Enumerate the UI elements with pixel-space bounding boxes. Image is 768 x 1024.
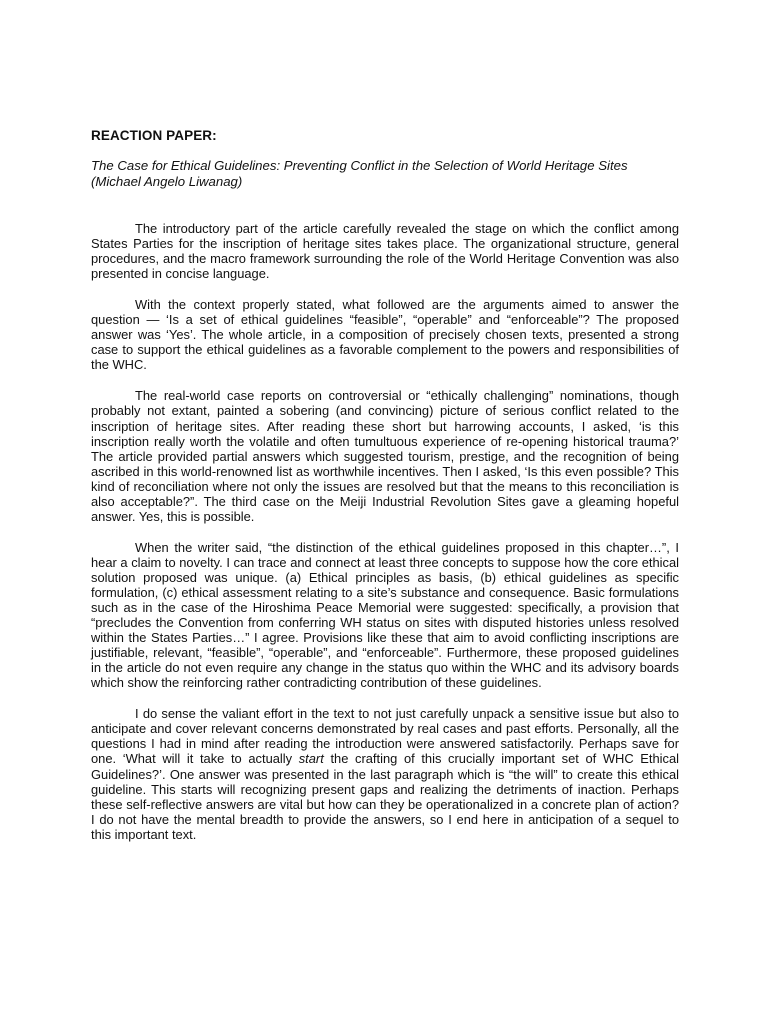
article-author: (Michael Angelo Liwanag) bbox=[91, 173, 243, 189]
paragraph-5-emphasis: start bbox=[298, 751, 324, 767]
paragraph-5-text-a: I do sense the valiant effort in the text to not just carefully unpack a sensitive issue but also to anticipate and cover relevant concerns demonstrated by real cases and past efforts. Personally, all the questions I had in mind after reading the introduction were answered satisfactorily. Perhaps save for one. ‘What will it take to actually bbox=[91, 706, 679, 767]
article-subtitle bbox=[91, 158, 679, 189]
paragraph-1: The introductory part of the article carefully revealed the stage on which the conflict among States Parties for the inscription of heritage sites takes place. The organizational structure, general procedures, and the macro framework surrounding the role of the World Heritage Convention was also presented in concise language. bbox=[91, 221, 679, 282]
paragraph-5-text-b: the crafting of this crucially important set of WHC Ethical Guidelines?’. One answer was presented in the last paragraph which is “the will” to create this ethical guideline. This starts will recognizing present gaps and realizing the detriments of inaction. Perhaps these self-reflective answers are vital but how can they be operationalized in a concrete plan of action? I do not have the mental breadth to provide the answers, so I end here in anticipation of a sequel to this important text. bbox=[91, 751, 679, 842]
paragraph-2: With the context properly stated, what followed are the arguments aimed to answer the question — ‘Is a set of ethical guidelines “feasible”, “operable” and “enforceable”? The proposed answer was ‘Yes’. The whole article, in a composition of precisely chosen texts, presented a strong case to support the ethical guidelines as a favorable complement to the powers and responsibilities of the WHC. bbox=[91, 297, 679, 373]
paragraph-4: When the writer said, “the distinction of the ethical guidelines proposed in this chapter…”, I hear a claim to novelty. I can trace and connect at least three concepts to suppose how the core ethical solution proposed was unique. (a) Ethical principles as basis, (b) ethical guidelines as specific formulation, (c) ethical assessment relating to a site’s substance and consequence. Basic formulations such as in the case of the Hiroshima Peace Memorial were suggested: specifically, a provision that “precludes the Convention from conferring WH status on sites with disputed histories unless resolved within the States Parties…” I agree. Provisions like these that aim to avoid conflicting inscriptions are justifiable, relevant, “feasible”, “operable”, and “enforceable”. Furthermore, these proposed guidelines in the article do not even require any change in the status quo within the WHC and its advisory boards which show the reinforcing rather contradicting contribution of these guidelines. bbox=[91, 539, 679, 691]
paragraph-3: The real-world case reports on controversial or “ethically challenging” nominations, though probably not extant, painted a sobering (and convincing) picture of serious conflict related to the inscription of heritage sites. After reading these short but harrowing accounts, I asked, ‘is this inscription really worth the volatile and often tumultuous experience of re-opening historical trauma?’ The article provided partial answers which suggested tourism, prestige, and the recognition of being ascribed in this world-renowned list as worthwhile incentives. Then I asked, ‘Is this even possible? This kind of reconciliation where not only the issues are resolved but that the means to this reconciliation is also acceptable?”. The third case on the Meiji Industrial Revolution Sites gave a gleaming hopeful answer. Yes, this is possible. bbox=[91, 388, 679, 524]
article-title: The Case for Ethical Guidelines: Preventing Conflict in the Selection of World Heritage Sites bbox=[91, 158, 628, 173]
paragraph-5 bbox=[91, 706, 679, 841]
document-heading: REACTION PAPER: bbox=[91, 128, 217, 143]
document-page bbox=[91, 128, 679, 858]
